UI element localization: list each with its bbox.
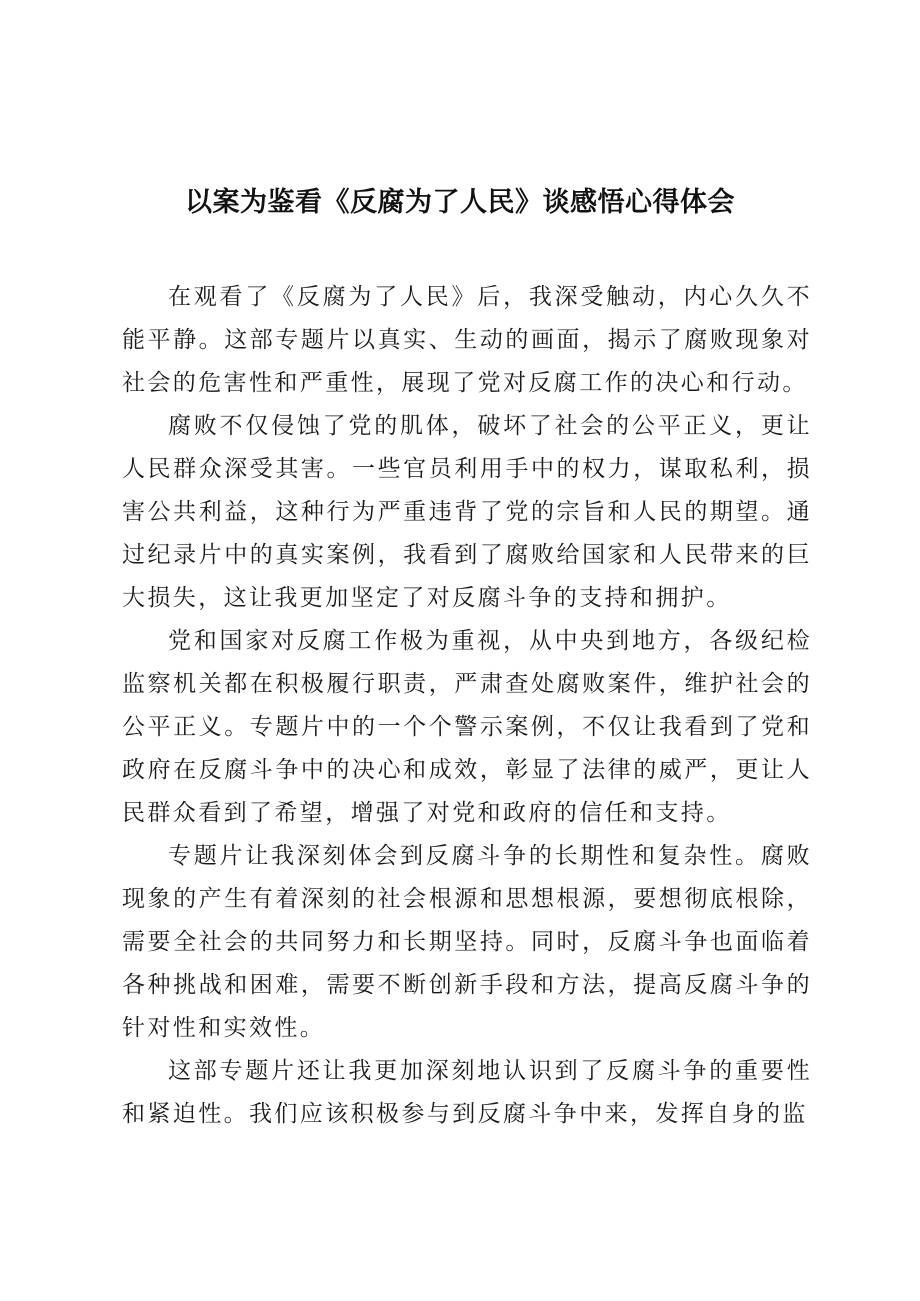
paragraph-3: 党和国家对反腐工作极为重视，从中央到地方，各级纪检监察机关都在积极履行职责，严肃查处腐败案件，维护社会的公平正义。专题片中的一个个警示案例，不仅让我看到了党和政府在反腐斗争中的决心和成效，彰显了法律的威严，更让人民群众看到了希望，增强了对党和政府的信任和支持。 [122, 628, 812, 826]
paragraph-1: 在观看了《反腐为了人民》后，我深受触动，内心久久不能平静。这部专题片以真实、生动的画面，揭示了腐败现象对社会的危害性和严重性，展现了党对反腐工作的决心和行动。 [122, 284, 812, 396]
paragraph-4: 专题片让我深刻体会到反腐斗争的长期性和复杂性。腐败现象的产生有着深刻的社会根源和思想根源，要想彻底根除，需要全社会的共同努力和长期坚持。同时，反腐斗争也面临着各种挑战和困难，需要不断创新手段和方法，提高反腐斗争的针对性和实效性。 [122, 843, 812, 1041]
document-body [122, 276, 812, 1136]
paragraph-5: 这部专题片还让我更加深刻地认识到了反腐斗争的重要性和紧迫性。我们应该积极参与到反腐斗争中来，发挥自身的监 [122, 1058, 812, 1127]
paragraph-2: 腐败不仅侵蚀了党的肌体，破坏了社会的公平正义，更让人民群众深受其害。一些官员利用手中的权力，谋取私利，损害公共利益，这种行为严重违背了党的宗旨和人民的期望。通过纪录片中的真实案例，我看到了腐败给国家和人民带来的巨大损失，这让我更加坚定了对反腐斗争的支持和拥护。 [122, 413, 812, 611]
page-title: 以案为鉴看《反腐为了人民》谈感悟心得体会 [185, 187, 735, 218]
